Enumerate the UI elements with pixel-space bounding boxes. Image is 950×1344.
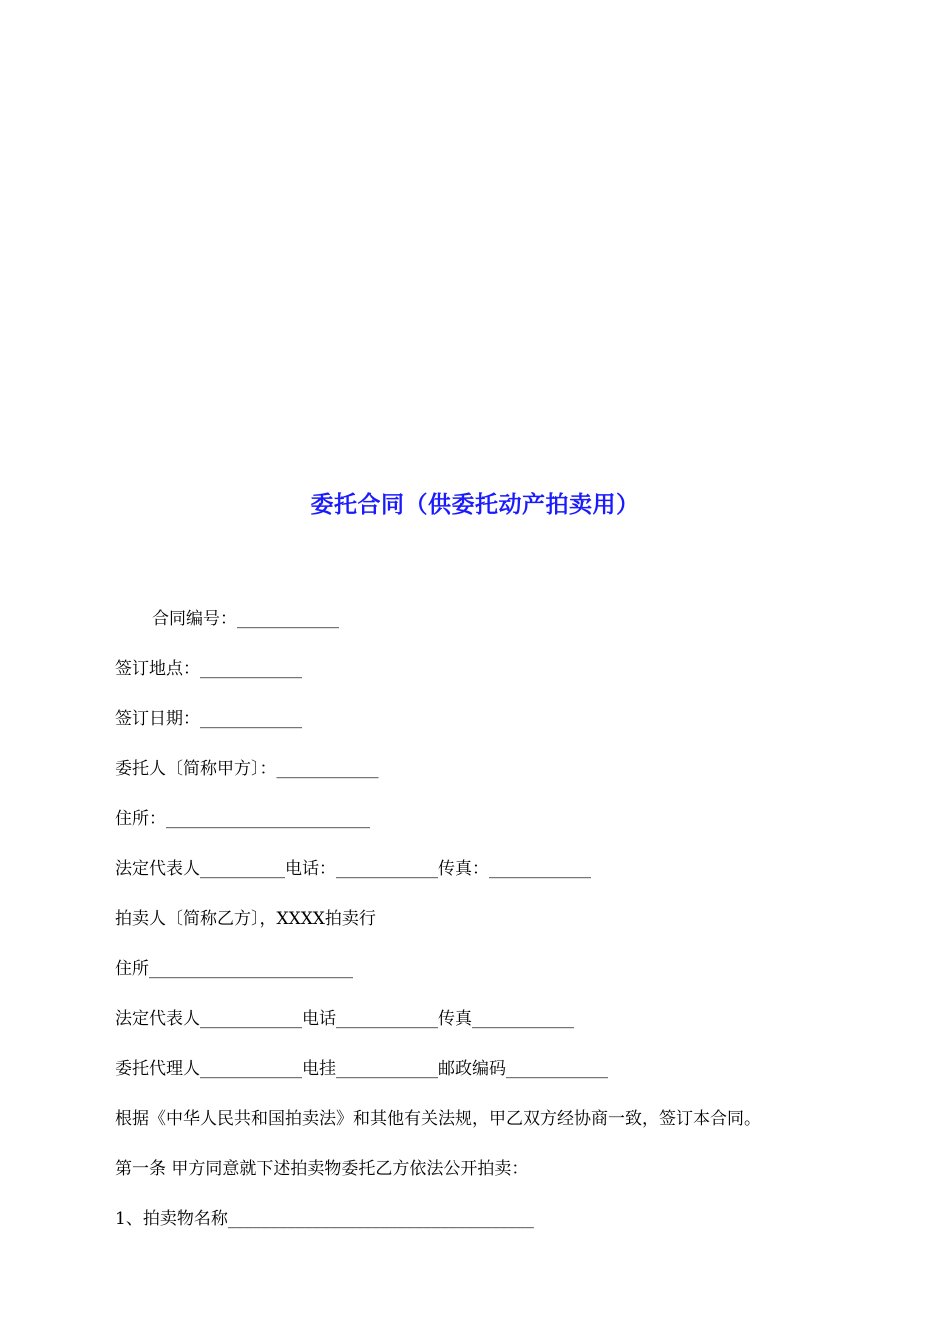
auction-item-name-line: 1、拍卖物名称____________________________________: [115, 1209, 534, 1229]
principal-representative-line: 法定代表人__________电话：____________传真：____________: [115, 859, 591, 879]
signing-place-line: 签订地点：____________: [115, 659, 302, 679]
signing-date-line: 签订日期：____________: [115, 709, 302, 729]
principal-line: 委托人〔简称甲方〕：____________: [115, 759, 379, 779]
agent-line: 委托代理人____________电挂____________邮政编码____________: [115, 1059, 608, 1079]
principal-address-line: 住所：________________________: [115, 809, 370, 829]
contract-title: 委托合同（供委托动产拍卖用）: [310, 492, 640, 518]
article-one-heading: 第一条 甲方同意就下述拍卖物委托乙方依法公开拍卖：: [115, 1159, 529, 1179]
auctioneer-representative-line: 法定代表人____________电话____________传真____________: [115, 1009, 574, 1029]
auctioneer-address-line: 住所________________________: [115, 959, 353, 979]
auctioneer-line: 拍卖人〔简称乙方〕，XXXX拍卖行: [115, 909, 376, 929]
basis-paragraph: 根据《中华人民共和国拍卖法》和其他有关法规，甲乙双方经协商一致，签订本合同。: [115, 1109, 761, 1129]
contract-number-line: 合同编号：____________: [152, 609, 339, 629]
